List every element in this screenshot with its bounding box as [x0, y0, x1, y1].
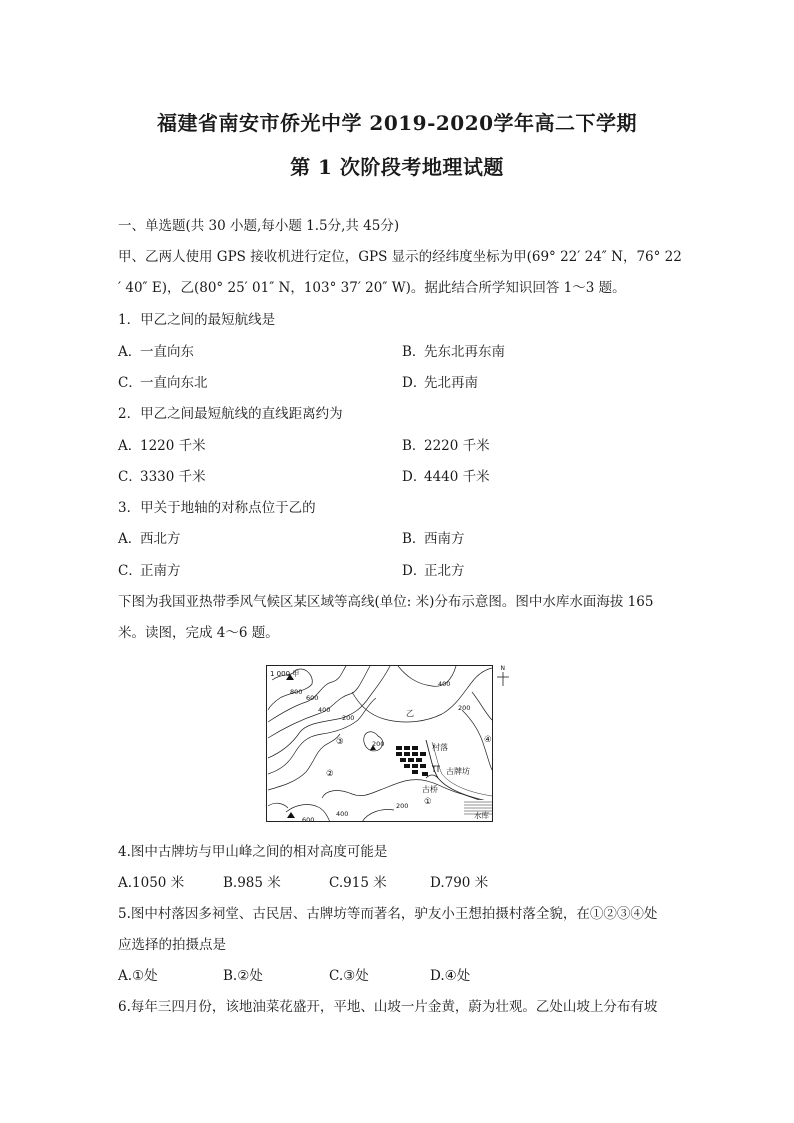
q5-option-a: A.①处 — [118, 968, 158, 984]
q1-option-b: B．先东北再东南 — [402, 344, 505, 360]
contour-label-400-east: 400 — [438, 680, 451, 688]
q3-option-a: A．西北方 — [118, 531, 181, 547]
q4-option-a: A.1050 米 — [118, 875, 185, 891]
north-label: N — [500, 665, 505, 672]
contour-label-400: 400 — [318, 706, 331, 714]
contour-label-200: 200 — [342, 714, 355, 722]
village-label: 村落 — [432, 743, 448, 752]
reservoir-label: 水库 — [474, 811, 489, 820]
contour-label-200-east: 200 — [458, 704, 471, 712]
q1-option-a: A．一直向东 — [118, 344, 194, 360]
q1-stem: 1．甲乙之间的最短航线是 — [118, 312, 276, 328]
contour-label-800: 800 — [290, 688, 303, 696]
contour-label-600-south: 600 — [302, 816, 315, 822]
q4-option-b: B.985 米 — [223, 875, 281, 891]
peak-jia-label: 1 000 甲 — [270, 670, 300, 678]
section-heading: 一、单选题(共 30 小题,每小题 1.5分,共 45分) — [118, 218, 400, 234]
q2-option-b: B．2220 千米 — [402, 438, 490, 454]
q5-option-d: D.④处 — [430, 968, 471, 984]
bridge-label: 古桥 — [422, 785, 438, 794]
q3-option-d: D．正北方 — [402, 563, 465, 579]
q2-option-a: A．1220 千米 — [118, 438, 206, 454]
q3-stem: 3．甲关于地轴的对称点位于乙的 — [118, 500, 316, 516]
intro1-line1: 甲、乙两人使用 GPS 接收机进行定位，GPS 显示的经纬度坐标为甲(69° 22′ 24″ N，76° 22 — [118, 249, 682, 265]
q4-option-c: C.915 米 — [329, 875, 387, 891]
intro2-line1: 下图为我国亚热带季风气候区某区域等高线(单位: 米)分布示意图。图中水库水面海拔 165 — [118, 594, 654, 610]
contour-map — [266, 662, 512, 822]
contour-label-400-south: 400 — [336, 810, 349, 818]
q4-stem: 4.图中古牌坊与甲山峰之间的相对高度可能是 — [118, 844, 388, 860]
page-title-line2: 第 1 次阶段考地理试题 — [290, 155, 504, 179]
q3-option-b: B．西南方 — [402, 531, 465, 547]
archway-label: 古牌坊 — [446, 767, 470, 776]
point-2-label: ② — [326, 769, 334, 779]
q3-option-c: C．正南方 — [118, 563, 181, 579]
contour-label-200-south: 200 — [396, 802, 409, 810]
contour-label-600: 600 — [306, 694, 319, 702]
q6-stem-line1: 6.每年三四月份，该地油菜花盛开，平地、山坡一片金黄，蔚为壮观。乙处山坡上分布有坡 — [118, 999, 658, 1015]
q2-option-d: D．4440 千米 — [402, 469, 490, 485]
q4-option-d: D.790 米 — [430, 875, 489, 891]
q1-option-c: C．一直向东北 — [118, 375, 208, 391]
q5-option-b: B.②处 — [223, 968, 263, 984]
intro2-line2: 米。读图，完成 4～6 题。 — [118, 625, 279, 641]
intro1-line2: ′ 40″ E)，乙(80° 25′ 01″ N，103° 37′ 20″ W)。据此结合所学知识回答 1～3 题。 — [118, 280, 626, 296]
spot-yi-label: 乙 — [406, 709, 414, 718]
point-1-label: ① — [424, 797, 432, 807]
q5-stem-line1: 5.图中村落因多祠堂、古民居、古牌坊等而著名，驴友小王想拍摄村落全貌，在①②③④处 — [118, 906, 658, 922]
point-3-label: ③ — [336, 737, 344, 747]
q5-stem-line2: 应选择的拍摄点是 — [118, 937, 226, 953]
point-4-label: ④ — [484, 735, 492, 745]
page-title-line1: 福建省南安市侨光中学 2019-2020学年高二下学期 — [156, 111, 638, 135]
q2-stem: 2．甲乙之间最短航线的直线距离约为 — [118, 406, 343, 422]
contour-label-200-hill: 200 — [372, 740, 385, 748]
q2-option-c: C．3330 千米 — [118, 469, 206, 485]
q1-option-d: D．先北再南 — [402, 375, 478, 391]
q5-option-c: C.③处 — [329, 968, 369, 984]
